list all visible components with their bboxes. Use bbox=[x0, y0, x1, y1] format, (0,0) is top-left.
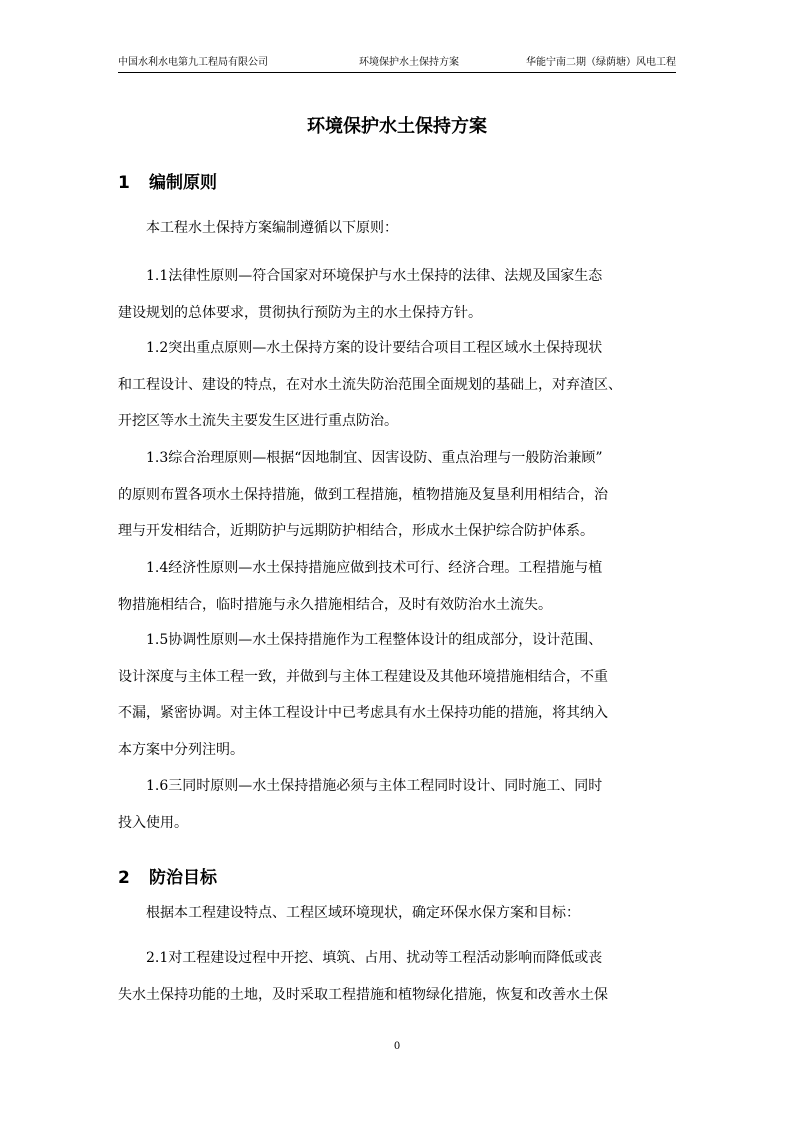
principle-1-4 bbox=[118, 550, 678, 623]
paragraph-line: 建设规划的总体要求，贯彻执行预防为主的水土保持方针。 bbox=[118, 304, 482, 321]
paragraph-line: 和工程设计、建设的特点，在对水土流失防治范围全面规划的基础上，对弃渣区、 bbox=[118, 376, 622, 393]
principle-1-6 bbox=[118, 768, 678, 841]
principle-1-2 bbox=[118, 330, 678, 440]
header-company: 中国水利水电第九工程局有限公司 bbox=[118, 57, 268, 68]
paragraph-line: 理与开发相结合，近期防护与远期防护相结合，形成水土保护综合防护体系。 bbox=[118, 523, 594, 539]
section-2-heading bbox=[118, 866, 217, 890]
document-title: 环境保护水土保持方案 bbox=[307, 116, 487, 137]
paragraph-line: 2.1对工程建设过程中开挖、填筑、占用、扰动等工程活动影响而降低或丧 bbox=[146, 950, 603, 966]
paragraph-line: 1.1法律性原则—符合国家对环境保护与水土保持的法律、法规及国家生态 bbox=[146, 268, 603, 284]
objective-2-1 bbox=[118, 940, 678, 1013]
section-2-title: 防治目标 bbox=[149, 868, 217, 888]
paragraph-line: 不漏，紧密协调。对主体工程设计中已考虑具有水土保持功能的措施，将其纳入 bbox=[118, 705, 608, 721]
header-document-title: 环境保护水土保持方案 bbox=[359, 57, 459, 68]
paragraph-line: 设计深度与主体工程一致，并做到与主体工程建设及其他环境措施相结合，不重 bbox=[118, 668, 608, 685]
paragraph-line: 本方案中分列注明。 bbox=[118, 741, 244, 758]
principle-1-5 bbox=[118, 622, 678, 768]
page-number: 0 bbox=[393, 1041, 401, 1052]
section-1-number: 1 bbox=[118, 173, 130, 193]
header-project-name: 华能宁南二期（绿荫塘）风电工程 bbox=[526, 57, 676, 68]
paragraph-line: 物措施相结合，临时措施与永久措施相结合，及时有效防治水土流失。 bbox=[118, 596, 552, 613]
paragraph-line: 1.2突出重点原则—水土保持方案的设计要结合项目工程区域水土保持现状 bbox=[146, 340, 603, 356]
section-2-body bbox=[118, 895, 678, 932]
page-header bbox=[118, 56, 676, 73]
section-1-intro: 本工程水土保持方案编制遵循以下原则： bbox=[146, 220, 398, 236]
paragraph-line: 1.3综合治理原则—根据“因地制宜、因害设防、重点治理与一般防治兼顾” bbox=[146, 450, 603, 466]
principle-1-3 bbox=[118, 440, 678, 550]
paragraph-line: 1.5协调性原则—水土保持措施作为工程整体设计的组成部分，设计范围、 bbox=[146, 632, 603, 648]
paragraph-line: 1.4经济性原则—水土保持措施应做到技术可行、经济合理。工程措施与植 bbox=[146, 560, 603, 576]
section-1-body bbox=[118, 210, 678, 247]
paragraph-line: 失水土保持功能的土地，及时采取工程措施和植物绿化措施，恢复和改善水土保 bbox=[118, 986, 608, 1003]
paragraph-line: 开挖区等水土流失主要发生区进行重点防治。 bbox=[118, 413, 398, 429]
paragraph-line: 投入使用。 bbox=[118, 814, 188, 831]
section-2-number: 2 bbox=[118, 868, 130, 888]
paragraph-line: 1.6三同时原则—水土保持措施必须与主体工程同时设计、同时施工、同时 bbox=[146, 778, 603, 794]
principle-1-1 bbox=[118, 258, 678, 331]
section-1-title: 编制原则 bbox=[149, 173, 217, 193]
paragraph-line: 的原则布置各项水土保持措施，做到工程措施，植物措施及复垦利用相结合，治 bbox=[118, 486, 608, 503]
section-1-heading bbox=[118, 171, 217, 195]
section-2-intro: 根据本工程建设特点、工程区域环境现状，确定环保水保方案和目标： bbox=[146, 905, 580, 921]
